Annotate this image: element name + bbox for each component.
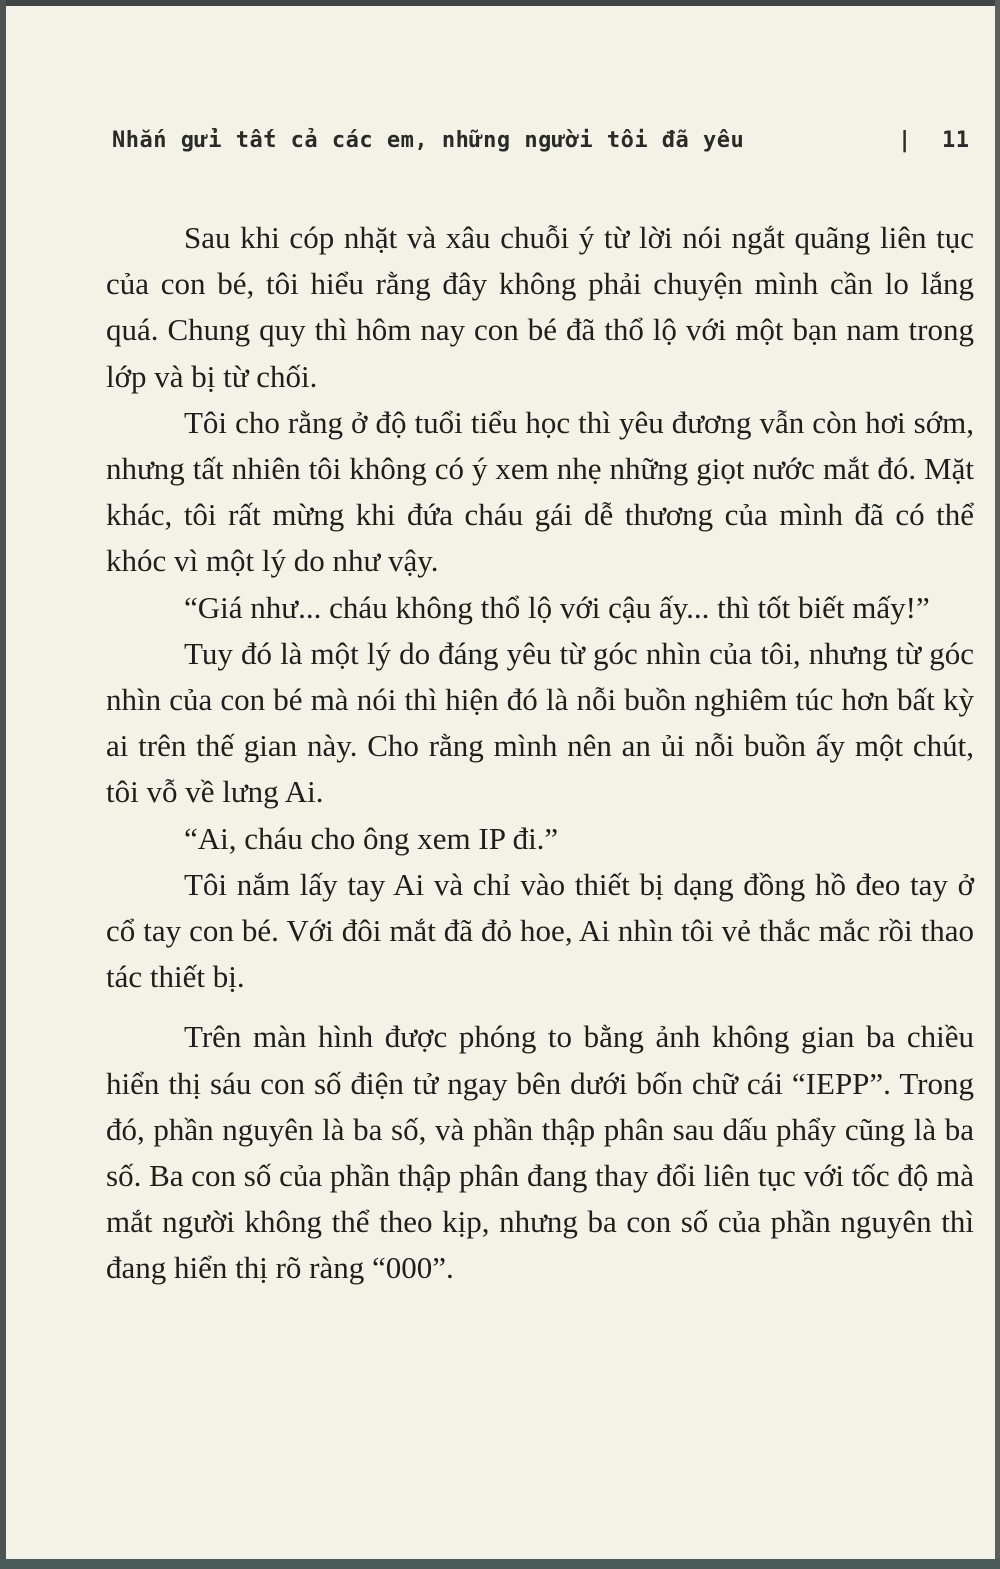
header-title: Nhắn gửi tất cả các em, những người tôi đã yêu (112, 128, 745, 153)
paragraph: Trên màn hình được phóng to bằng ảnh không gian ba chiều hiển thị sáu con số điện tử ngay bên dưới bốn chữ cái “IEPP”. Trong đó, phần nguyên là ba số, và phần thập phân sau dấu phẩy cũng là ba số. Ba con số của phần thập phân đang thay đổi liên tục với tốc độ mà mắt người không thể theo kịp, nhưng ba con số của phần nguyên thì đang hiển thị rõ ràng “000”. (106, 1019, 974, 1286)
paragraph: Tôi cho rằng ở độ tuổi tiểu học thì yêu đương vẫn còn hơi sớm, nhưng tất nhiên tôi không có ý xem nhẹ những giọt nước mắt đó. Mặt khác, tôi rất mừng khi đứa cháu gái dễ thương của mình đã có thể khóc vì một lý do như vậy. (106, 404, 974, 579)
scan-border-top (0, 0, 1000, 6)
paragraph: Tuy đó là một lý do đáng yêu từ góc nhìn của tôi, nhưng từ góc nhìn của con bé mà nói thì hiện đó là nỗi buồn nghiêm túc hơn bất kỳ ai trên thế gian này. Cho rằng mình nên an ủi nỗi buồn ấy một chút, tôi vỗ về lưng Ai. (106, 635, 974, 810)
running-header (112, 128, 978, 168)
scan-border-bottom (0, 1559, 1000, 1569)
paragraph: Tôi nắm lấy tay Ai và chỉ vào thiết bị dạng đồng hồ đeo tay ở cổ tay con bé. Với đôi mắt đã đỏ hoe, Ai nhìn tôi vẻ thắc mắc rồi thao tác thiết bị. (106, 866, 974, 995)
header-separator: | (898, 128, 912, 153)
paragraph: “Ai, cháu cho ông xem IP đi.” (184, 820, 559, 856)
page-number: 11 (942, 128, 970, 153)
paragraph: Sau khi cóp nhặt và xâu chuỗi ý từ lời nói ngắt quãng liên tục của con bé, tôi hiểu rằng đây không phải chuyện mình cần lo lắng quá. Chung quy thì hôm nay con bé đã thổ lộ với một bạn nam trong lớp và bị từ chối. (106, 220, 974, 394)
scan-border-left (0, 0, 6, 1569)
body-text (106, 215, 974, 1292)
scan-border-right (995, 0, 1000, 1569)
paragraph: “Giá như... cháu không thổ lộ với cậu ấy... thì tốt biết mấy!” (184, 589, 930, 625)
